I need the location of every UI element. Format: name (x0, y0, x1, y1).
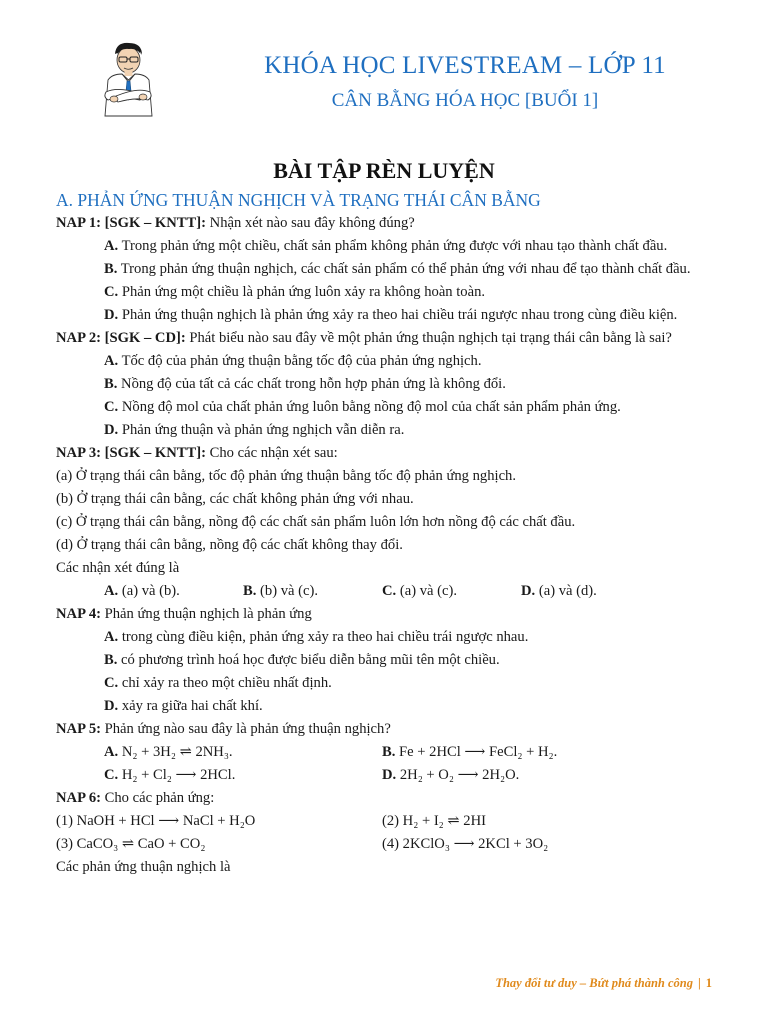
option-label: D. (104, 422, 119, 438)
option-text: Trong phản ứng một chiều, chất sản phẩm không phản ứng được với nhau tạo thành chất đầu. (118, 238, 668, 254)
option-text: xảy ra giữa hai chất khí. (118, 698, 263, 714)
option-label: A. (104, 744, 119, 760)
question-ask: Các phản ứng thuận nghịch là (56, 859, 231, 875)
footer-slogan: Thay đổi tư duy – Bứt phá thành công (495, 976, 693, 990)
question-label: NAP 1: [SGK – KNTT]: (56, 215, 206, 231)
teacher-cartoon-logo (98, 40, 158, 120)
option-label: B. (104, 652, 118, 668)
question-6 (56, 787, 712, 810)
option-text: 2H₂ + O₂ ⟶ 2H₂O. (396, 767, 520, 783)
option-b (56, 649, 712, 672)
options-row (56, 741, 712, 764)
statement-b: (b) Ở trạng thái cân bằng, các chất không phản ứng với nhau. (56, 491, 414, 507)
option-text: Nồng độ của tất cả các chất trong hỗn hợp phản ứng là không đổi. (117, 376, 506, 392)
document-body (56, 150, 712, 879)
reactions-row (56, 810, 712, 833)
question-5 (56, 718, 712, 741)
option-label: C. (104, 767, 119, 783)
statement-c: (c) Ở trạng thái cân bằng, nồng độ các chất sản phẩm luôn lớn hơn nồng độ các chất đầu. (56, 514, 576, 530)
question-1 (56, 212, 712, 235)
option-a (56, 235, 712, 258)
options-row (56, 764, 712, 787)
option-label: C. (104, 675, 119, 691)
option-a (104, 741, 382, 764)
option-d (382, 764, 682, 787)
option-text: có phương trình hoá học được biểu diễn bằng mũi tên một chiều. (117, 652, 500, 668)
option-d (521, 580, 660, 603)
option-c (56, 396, 712, 419)
course-subtitle: CÂN BẰNG HÓA HỌC [BUỔI 1] (331, 90, 599, 111)
reaction-1: (1) NaOH + HCl ⟶ NaCl + H₂O (56, 813, 256, 829)
option-text: (a) và (b). (118, 583, 180, 599)
reaction-2: (2) H₂ + I₂ ⇌ 2HI (382, 813, 486, 829)
question-text: Nhận xét nào sau đây không đúng? (206, 215, 415, 231)
option-label: D. (521, 583, 536, 599)
option-label: B. (104, 376, 118, 392)
option-text: (a) và (d). (535, 583, 597, 599)
footer-separator: | (697, 976, 701, 990)
option-label: B. (104, 261, 118, 277)
statement-a: (a) Ở trạng thái cân bằng, tốc độ phản ứng thuận bằng tốc độ phản ứng nghịch. (56, 468, 516, 484)
question-text: Cho các phản ứng: (101, 790, 215, 806)
reactions-row (56, 833, 712, 856)
option-text: H₂ + Cl₂ ⟶ 2HCl. (118, 767, 236, 783)
option-a (56, 626, 712, 649)
question-label: NAP 5: (56, 721, 101, 737)
question-text: Phát biểu nào sau đây về một phản ứng thuận nghịch tại trạng thái cân bằng là sai? (185, 330, 672, 346)
option-d (56, 419, 712, 442)
option-text: Nồng độ mol của chất phản ứng luôn bằng nồng độ mol của chất sản phẩm phản ứng. (118, 399, 621, 415)
option-label: D. (382, 767, 397, 783)
option-b (56, 258, 712, 281)
question-text: Cho các nhận xét sau: (206, 445, 338, 461)
option-label: A. (104, 238, 119, 254)
option-b (382, 741, 682, 764)
option-b (56, 373, 712, 396)
option-text: Tốc độ của phản ứng thuận bằng tốc độ của phản ứng nghịch. (118, 353, 482, 369)
option-a (56, 350, 712, 373)
option-label: A. (104, 583, 119, 599)
question-label: NAP 4: (56, 606, 101, 622)
option-text: Trong phản ứng thuận nghịch, các chất sản phẩm có thể phản ứng với nhau để tạo thành chất đầu. (117, 261, 691, 277)
option-label: D. (104, 307, 119, 323)
document-title: BÀI TẬP RÈN LUYỆN (273, 158, 495, 183)
question-label: NAP 6: (56, 790, 101, 806)
page-footer (440, 976, 712, 991)
option-text: Phản ứng thuận và phản ứng nghịch vẫn diễn ra. (118, 422, 405, 438)
option-label: C. (382, 583, 397, 599)
option-d (56, 304, 712, 327)
option-c (56, 672, 712, 695)
option-text: (a) và (c). (396, 583, 457, 599)
question-label: NAP 2: [SGK – CD]: (56, 330, 186, 346)
option-a (104, 580, 243, 603)
section-title-a: A. PHẢN ỨNG THUẬN NGHỊCH VÀ TRẠNG THÁI CÂN BẰNG (56, 190, 541, 210)
question-2 (56, 327, 712, 350)
option-c (104, 764, 382, 787)
question-label: NAP 3: [SGK – KNTT]: (56, 445, 206, 461)
reaction-3: (3) CaCO₃ ⇌ CaO + CO₂ (56, 836, 206, 852)
course-title: KHÓA HỌC LIVESTREAM – LỚP 11 (264, 52, 666, 79)
option-label: C. (104, 399, 119, 415)
option-b (243, 580, 382, 603)
option-text: Phản ứng thuận nghịch là phản ứng xảy ra theo hai chiều trái ngược nhau trong cùng điều kiện. (118, 307, 678, 323)
question-3 (56, 442, 712, 465)
option-label: A. (104, 629, 119, 645)
option-c (56, 281, 712, 304)
option-label: B. (382, 744, 396, 760)
option-label: B. (243, 583, 257, 599)
options-row (56, 580, 712, 603)
reaction-4: (4) 2KClO₃ ⟶ 2KCl + 3O₂ (382, 836, 549, 852)
page-number: 1 (705, 976, 712, 990)
option-label: A. (104, 353, 119, 369)
question-text: Phản ứng nào sau đây là phản ứng thuận nghịch? (101, 721, 391, 737)
question-ask: Các nhận xét đúng là (56, 560, 180, 576)
option-text: trong cùng điều kiện, phản ứng xảy ra theo hai chiều trái ngược nhau. (118, 629, 529, 645)
question-text: Phản ứng thuận nghịch là phản ứng (101, 606, 312, 622)
option-text: (b) và (c). (256, 583, 318, 599)
option-text: chỉ xảy ra theo một chiều nhất định. (118, 675, 332, 691)
question-4 (56, 603, 712, 626)
option-text: Fe + 2HCl ⟶ FeCl₂ + H₂. (395, 744, 558, 760)
option-label: C. (104, 284, 119, 300)
page-header (0, 0, 768, 140)
option-label: D. (104, 698, 119, 714)
option-c (382, 580, 521, 603)
option-text: N₂ + 3H₂ ⇌ 2NH₃. (118, 744, 233, 760)
statement-d: (d) Ở trạng thái cân bằng, nồng độ các chất không thay đổi. (56, 537, 403, 553)
option-text: Phản ứng một chiều là phản ứng luôn xảy ra không hoàn toàn. (118, 284, 486, 300)
option-d (56, 695, 712, 718)
